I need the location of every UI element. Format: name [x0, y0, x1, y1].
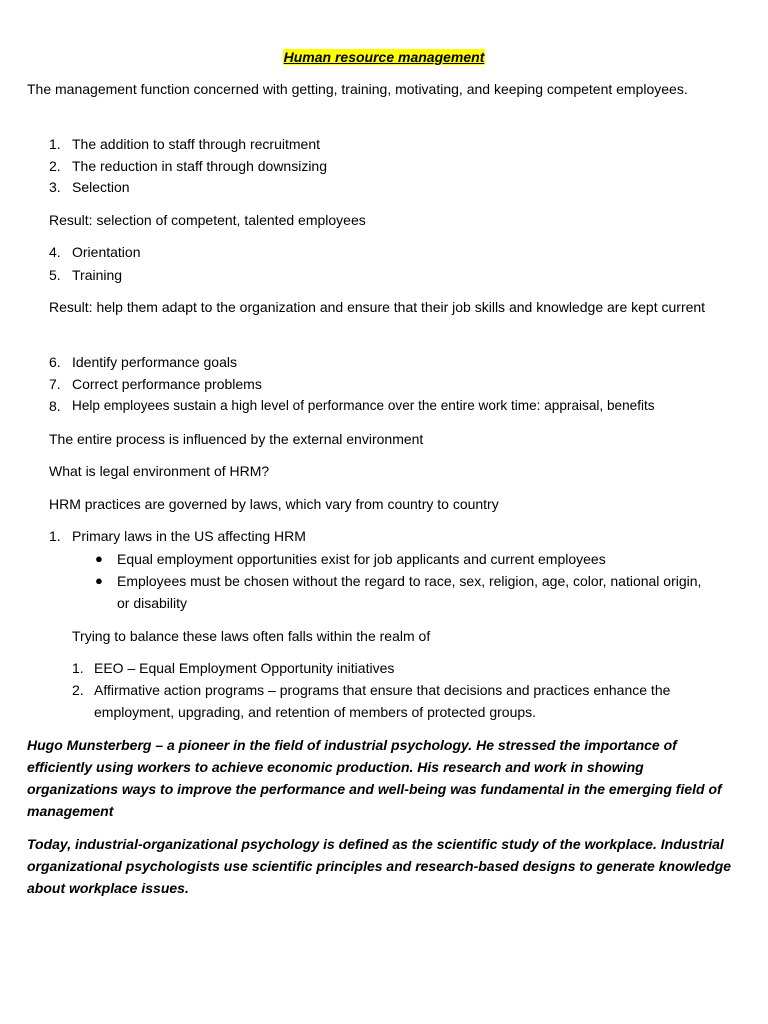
- list-number: 7.: [49, 376, 61, 392]
- list-text: EEO – Equal Employment Opportunity initiatives: [94, 660, 395, 676]
- list-number: 5.: [49, 267, 61, 283]
- today-paragraph: Today, industrial-organizational psychology is defined as the scientific study of the workplace. Industrial organizational psychologists use scientific principles and research-based designs to generate knowledge about workplace issues.: [27, 836, 732, 896]
- list-text: Affirmative action programs – programs that ensure that decisions and practices enhance the employment, upgrading, and retention of members of protected groups.: [94, 682, 671, 720]
- list-text: Orientation: [72, 244, 141, 260]
- bullet-icon: ●: [95, 551, 103, 566]
- list-text: The reduction in staff through downsizing: [72, 158, 328, 174]
- list-number: 4.: [49, 244, 61, 260]
- result-adapt: Result: help them adapt to the organization and ensure that their job skills and knowledge are kept current: [49, 299, 706, 315]
- munsterberg-paragraph: Hugo Munsterberg – a pioneer in the field of industrial psychology. He stressed the importance of efficiently using workers to achieve economic production. His research and work in showing organizations ways to improve the performance and well-being was fundamental in the emerging field of management: [27, 737, 722, 819]
- external-paragraph: The entire process is influenced by the external environment: [49, 431, 424, 447]
- document-title: [0, 46, 768, 68]
- list-text: Selection: [72, 179, 130, 195]
- list-number: 3.: [49, 179, 61, 195]
- bullet-icon: ●: [95, 573, 103, 588]
- list-number: 2.: [72, 682, 84, 698]
- list-text: Training: [72, 267, 123, 283]
- list-number: 1.: [72, 660, 84, 676]
- result-selection: Result: selection of competent, talented employees: [49, 212, 366, 228]
- intro-paragraph: The management function concerned with getting, training, motivating, and keeping competent employees.: [27, 81, 688, 97]
- list-text: Correct performance problems: [72, 376, 262, 392]
- list-text: Primary laws in the US affecting HRM: [72, 528, 306, 544]
- list-number: 1.: [49, 136, 61, 152]
- list-number: 1.: [49, 528, 61, 544]
- bullet-text: Equal employment opportunities exist for job applicants and current employees: [117, 551, 606, 567]
- bullet-text: Employees must be chosen without the regard to race, sex, religion, age, color, national origin, or disability: [117, 573, 702, 611]
- title-text: Human resource management: [283, 49, 485, 65]
- list-text: The addition to staff through recruitment: [72, 136, 320, 152]
- legal-question: What is legal environment of HRM?: [49, 463, 270, 479]
- list-text: Help employees sustain a high level of performance over the entire work time: appraisal, benefits: [72, 398, 655, 413]
- balance-paragraph: Trying to balance these laws often falls within the realm of: [72, 628, 431, 644]
- list-text: Identify performance goals: [72, 354, 237, 370]
- list-number: 8.: [49, 398, 61, 414]
- laws-paragraph: HRM practices are governed by laws, which vary from country to country: [49, 496, 499, 512]
- list-number: 2.: [49, 158, 61, 174]
- list-number: 6.: [49, 354, 61, 370]
